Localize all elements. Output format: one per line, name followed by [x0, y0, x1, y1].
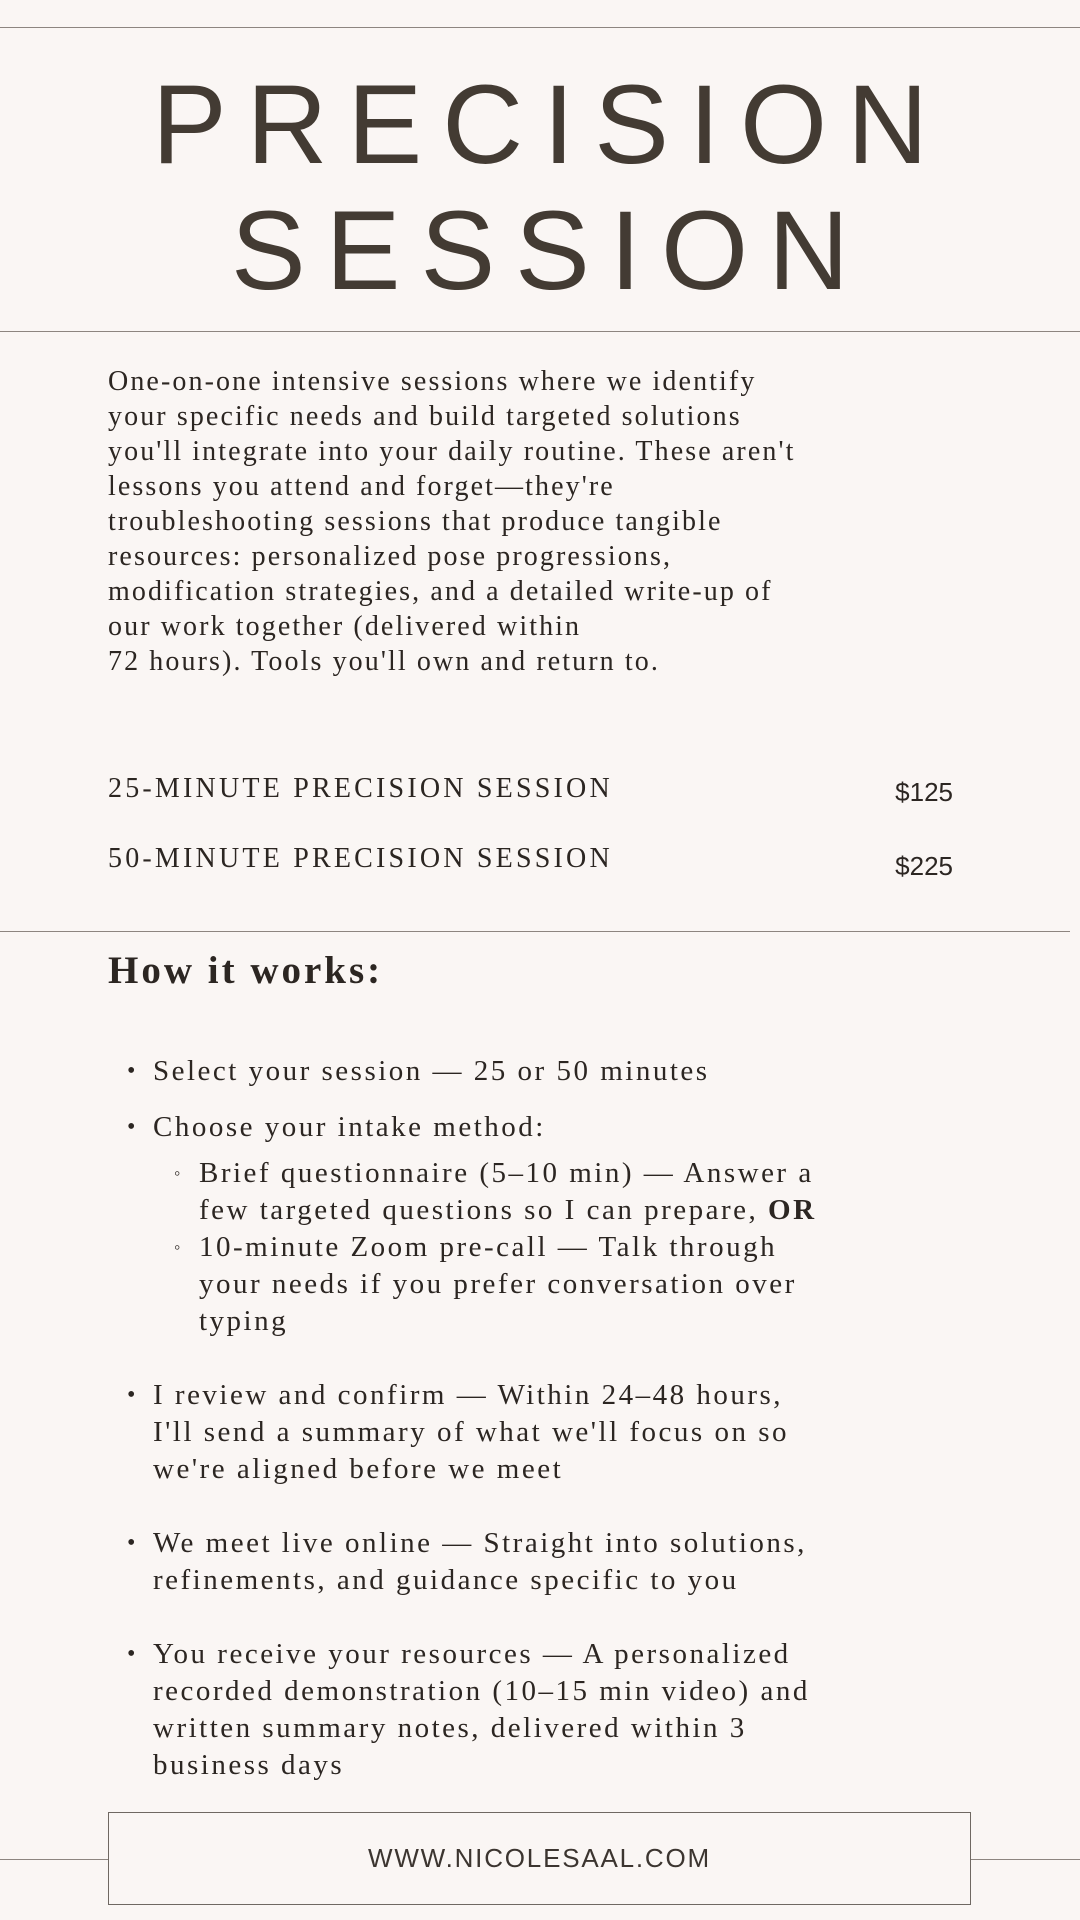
step-text: refinements, and guidance specific to you — [153, 1564, 739, 1596]
intro-line: modification strategies, and a detailed write-up of — [108, 576, 773, 607]
title-line-2: SESSION — [231, 188, 869, 313]
intro-line: troubleshooting sessions that produce tangible — [108, 506, 723, 537]
website-footer — [108, 1812, 971, 1905]
intro-line: you'll integrate into your daily routine. These aren't — [108, 436, 796, 467]
title-divider — [0, 331, 1080, 332]
step-text: written summary notes, delivered within 3 — [153, 1712, 747, 1744]
step-review-confirm — [127, 1377, 1033, 1488]
step-intake-method — [127, 1109, 1033, 1146]
option-text: your needs if you prefer conversation over — [199, 1268, 797, 1300]
footer-rule-right — [971, 1859, 1080, 1860]
step-text: We meet live online — Straight into solutions, — [153, 1527, 807, 1559]
steps-list — [127, 1053, 1033, 1784]
session-price: $125 — [895, 777, 953, 807]
page-title — [0, 62, 1080, 314]
session-price: $225 — [895, 851, 953, 881]
price-row-50-minute — [108, 843, 953, 883]
bullet-icon: • — [127, 1058, 138, 1084]
website-link[interactable]: WWW.NICOLESAAL.COM — [368, 1843, 711, 1873]
step-text: I review and confirm — Within 24–48 hours, — [153, 1379, 784, 1411]
pricing-divider — [0, 931, 1070, 932]
option-text: typing — [199, 1305, 289, 1337]
intro-paragraph — [108, 364, 988, 679]
option-text: Brief questionnaire (5–10 min) — Answer a — [199, 1157, 814, 1189]
session-name: 50-MINUTE PRECISION SESSION — [108, 843, 613, 874]
option-text — [199, 1192, 1033, 1229]
or-emphasis: OR — [768, 1194, 817, 1226]
bullet-icon: • — [127, 1641, 138, 1667]
bullet-icon: • — [127, 1382, 138, 1408]
intro-line: lessons you attend and forget—they're — [108, 471, 615, 502]
step-text: business days — [153, 1749, 345, 1781]
step-text: recorded demonstration (10–15 min video) and — [153, 1675, 810, 1707]
option-zoom-precall — [174, 1229, 1033, 1340]
title-line-1: PRECISION — [151, 62, 949, 187]
option-questionnaire — [174, 1155, 1033, 1229]
bullet-icon: • — [127, 1530, 138, 1556]
step-receive-resources — [127, 1636, 1033, 1784]
step-meet-live — [127, 1525, 1033, 1599]
step-text: we're aligned before we meet — [153, 1453, 564, 1485]
intro-line: our work together (delivered within — [108, 611, 582, 642]
step-text: I'll send a summary of what we'll focus on so — [153, 1416, 789, 1448]
top-divider — [0, 27, 1080, 28]
sub-bullet-icon: ◦ — [174, 1237, 183, 1257]
intro-line: your specific needs and build targeted solutions — [108, 401, 742, 432]
price-row-25-minute — [108, 773, 953, 813]
bullet-icon: • — [127, 1114, 138, 1140]
intro-line: resources: personalized pose progressions, — [108, 541, 673, 572]
intro-line: 72 hours). Tools you'll own and return to. — [108, 646, 660, 677]
step-text: You receive your resources — A personalized — [153, 1638, 791, 1670]
step-text: Select your session — 25 or 50 minutes — [153, 1055, 710, 1087]
session-name: 25-MINUTE PRECISION SESSION — [108, 773, 613, 804]
step-select-session — [127, 1053, 1033, 1090]
intro-line: One-on-one intensive sessions where we identify — [108, 366, 757, 397]
option-text: 10-minute Zoom pre-call — Talk through — [199, 1231, 778, 1263]
sub-bullet-icon: ◦ — [174, 1163, 183, 1183]
option-text-part: few targeted questions so I can prepare, — [199, 1194, 769, 1226]
step-text: Choose your intake method: — [153, 1111, 546, 1143]
footer-rule-left — [0, 1859, 108, 1860]
how-it-works-heading: How it works: — [108, 949, 384, 992]
